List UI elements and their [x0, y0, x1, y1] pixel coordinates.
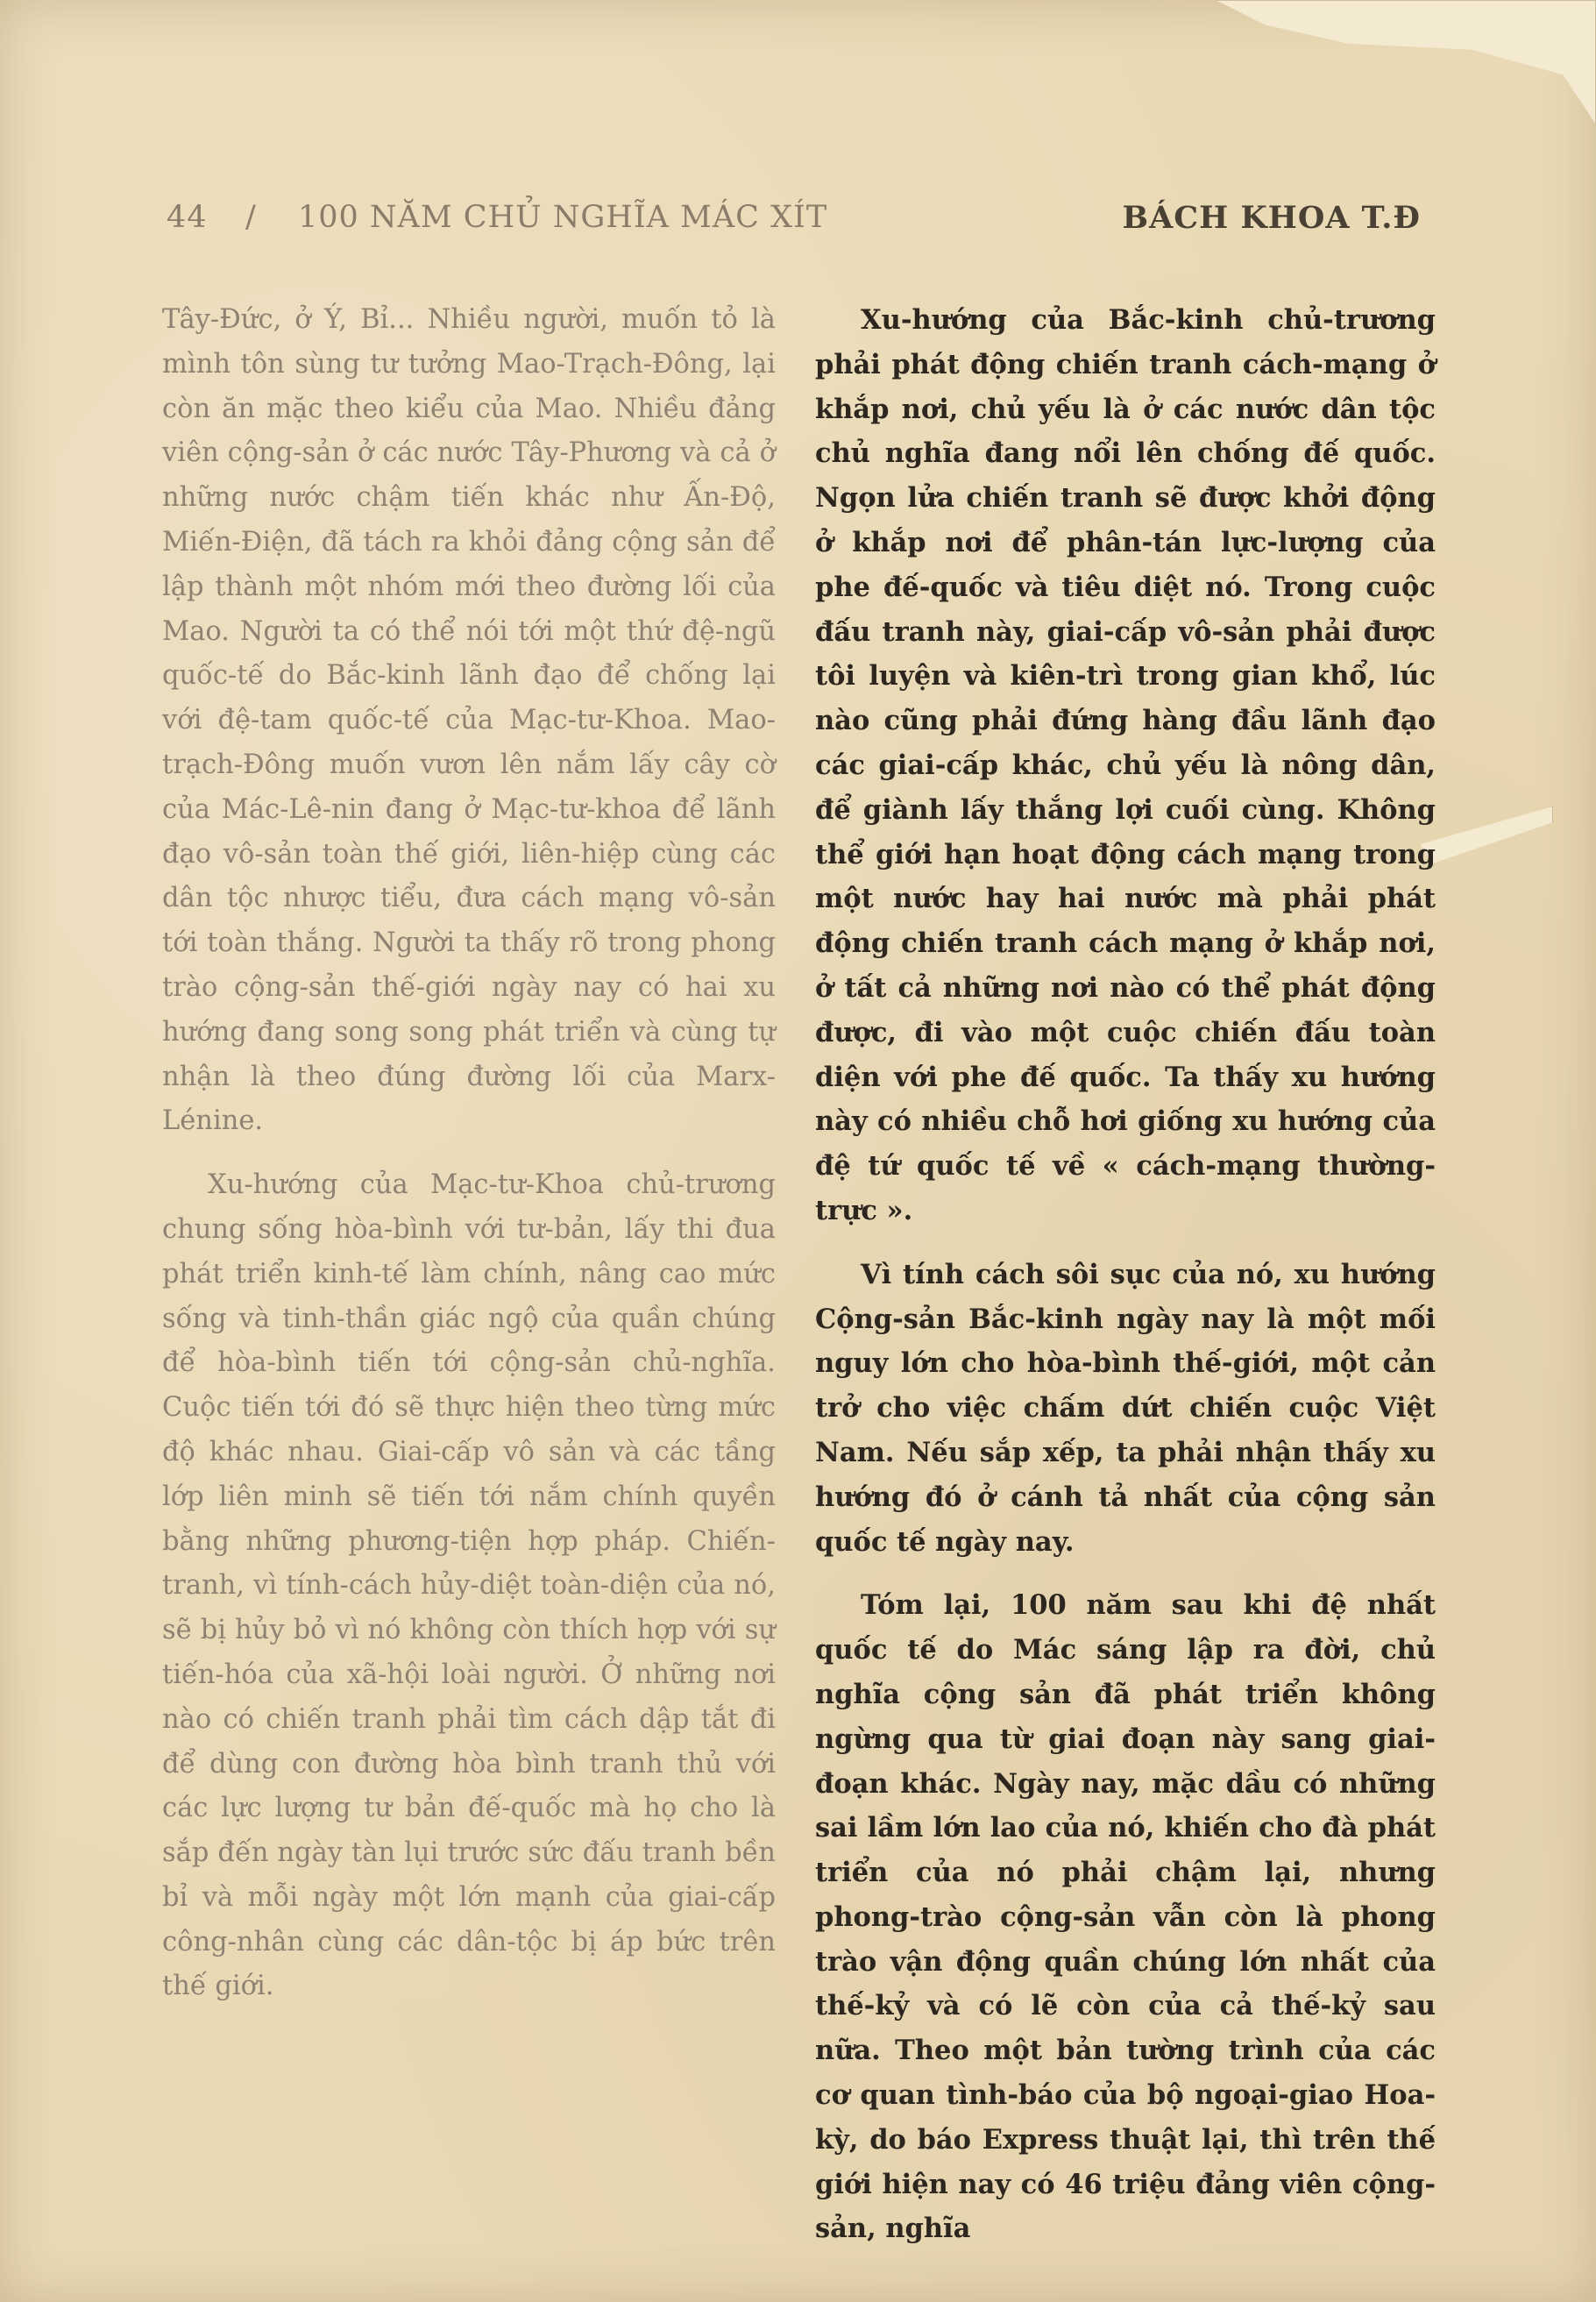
left-column [162, 298, 776, 2028]
running-head [167, 200, 1421, 244]
torn-crease [1420, 806, 1553, 870]
right-column [815, 298, 1436, 2270]
series-title: 100 NĂM CHỦ NGHĨA MÁC XÍT [298, 200, 828, 235]
left-paragraph-2: Xu-hướng của Mạc-tư-Khoa chủ-trương chung sống hòa-bình với tư-bản, lấy thi đua phát triển kinh-tế làm chính, nâng cao mức sống và tinh-thần giác ngộ của quần chúng để hòa-bình tiến tới cộng-sản chủ-nghĩa. Cuộc tiến tới đó sẽ thực hiện theo từng mức độ khác nhau. Giai-cấp vô sản và các tầng lớp liên minh sẽ tiến tới nắm chính quyền bằng những phương-tiện hợp pháp. Chiến-tranh, vì tính-cách hủy-diệt toàn-diện của nó, sẽ bị hủy bỏ vì nó không còn thích hợp với sự tiến-hóa của xã-hội loài người. Ở những nơi nào có chiến tranh phải tìm cách dập tắt đi để dùng con đường hòa bình tranh thủ với các lực lượng tư bản đế-quốc mà họ cho là sắp đến ngày tàn lụi trước sức đấu tranh bền bỉ và mỗi ngày một lớn mạnh của giai-cấp công-nhân cùng các dân-tộc bị áp bức trên thế giới. [162, 1169, 776, 2002]
page-number: 44 [167, 200, 208, 235]
header-separator: / [245, 200, 257, 235]
left-paragraph-1: Tây-Đức, ở Ý, Bỉ... Nhiều người, muốn tỏ là mình tôn sùng tư tưởng Mao-Trạch-Đông, lại còn ăn mặc theo kiểu của Mao. Nhiều đảng viên cộng-sản ở các nước Tây-Phương và cả ở những nước chậm tiến khác như Ấn-Độ, Miến-Điện, đã tách ra khỏi đảng cộng sản để lập thành một nhóm mới theo đường lối của Mao. Người ta có thể nói tới một thứ đệ-ngũ quốc-tế do Bắc-kinh lãnh đạo để chống lại với đệ-tam quốc-tế của Mạc-tư-Khoa. Mao-trạch-Đông muốn vươn lên nắm lấy cây cờ của Mác-Lê-nin đang ở Mạc-tư-khoa để lãnh đạo vô-sản toàn thế giới, liên-hiệp cùng các dân tộc nhược tiểu, đưa cách mạng vô-sản tới toàn thắng. Người ta thấy rõ trong phong trào cộng-sản thế-giới ngày nay có hai xu hướng đang song song phát triển và cùng tự nhận là theo đúng đường lối của Marx-Lénine. [162, 304, 776, 1137]
right-paragraph-3: Tóm lại, 100 năm sau khi đệ nhất quốc tế do Mác sáng lập ra đời, chủ nghĩa cộng sản đã phát triển không ngừng qua từ giai đoạn này sang giai-đoạn khác. Ngày nay, mặc dầu có những sai lầm lớn lao của nó, khiến cho đà phát triển của nó phải chậm lại, nhưng phong-trào cộng-sản vẫn còn là phong trào vận động quần chúng lớn nhất của thế-kỷ và có lẽ còn của cả thế-kỷ sau nữa. Theo một bản tường trình của các cơ quan tình-báo của bộ ngoại-giao Hoa-kỳ, do báo Express thuật lại, thì trên thế giới hiện nay có 46 triệu đảng viên cộng-sản, nghĩa [815, 1589, 1436, 2245]
journal-title: BÁCH KHOA T.Đ [1122, 200, 1421, 236]
right-paragraph-1: Xu-hướng của Bắc-kinh chủ-trương phải phát động chiến tranh cách-mạng ở khắp nơi, chủ yếu là ở các nước dân tộc chủ nghĩa đang nổi lên chống đế quốc. Ngọn lửa chiến tranh sẽ được khởi động ở khắp nơi để phân-tán lực-lượng của phe đế-quốc và tiêu diệt nó. Trong cuộc đấu tranh này, giai-cấp vô-sản phải được tôi luyện và kiên-trì trong gian khổ, lúc nào cũng phải đứng hàng đầu lãnh đạo các giai-cấp khác, chủ yếu là nông dân, để giành lấy thắng lợi cuối cùng. Không thể giới hạn hoạt động cách mạng trong một nước hay hai nước mà phải phát động chiến tranh cách mạng ở khắp nơi, ở tất cả những nơi nào có thể phát động được, đi vào một cuộc chiến đấu toàn diện với phe đế quốc. Ta thấy xu hướng này có nhiều chỗ hơi giống xu hướng của đệ tứ quốc tế về « cách-mạng thường-trực ». [815, 304, 1436, 1226]
right-paragraph-2: Vì tính cách sôi sục của nó, xu hướng Cộng-sản Bắc-kinh ngày nay là một mối nguy lớn cho hòa-bình thế-giới, một cản trở cho việc chấm dứt chiến cuộc Việt Nam. Nếu sắp xếp, ta phải nhận thấy xu hướng đó ở cánh tả nhất của cộng sản quốc tế ngày nay. [815, 1258, 1436, 1558]
torn-corner [1182, 0, 1596, 124]
